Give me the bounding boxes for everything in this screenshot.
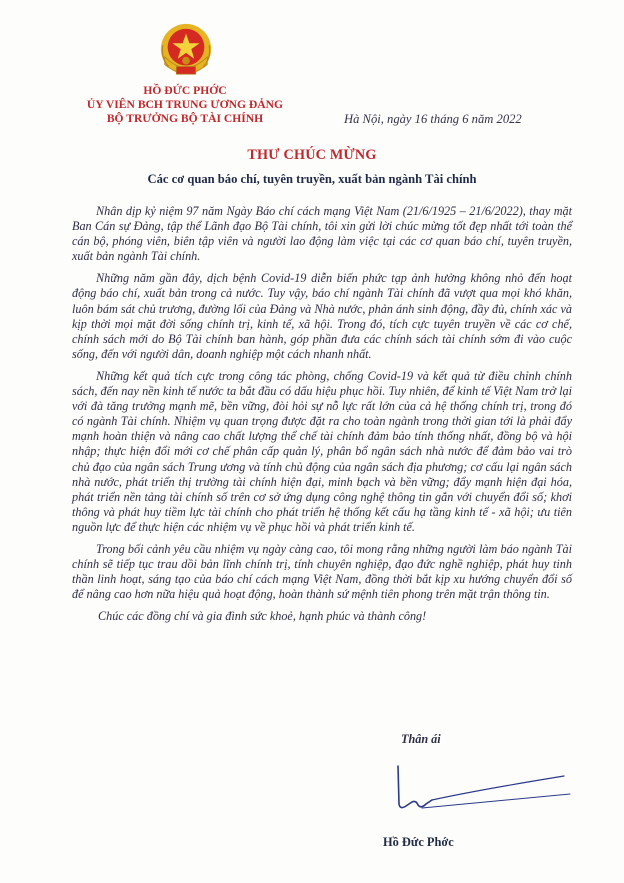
paragraph: Những kết quả tích cực trong công tác phòng, chống Covid-19 và kết quả từ điều chỉnh chính sách, đến nay nền kinh tế nước ta bắt đầu có dấu hiệu phục hồi. Tuy nhiên, để kinh tế Việt Nam trở lại với đà tăng trưởng mạnh mẽ, bền vững, đòi hỏi sự nỗ lực rất lớn của cả hệ thống chính trị, trong đó có ngành Tài chính. Nhiệm vụ quan trọng được đặt ra cho toàn ngành trong thời gian tới là phải đẩy mạnh hoàn thiện và nâng cao chất lượng thể chế tài chính đảm bảo tính thống nhất, đồng bộ và hội nhập; thực hiện đổi mới cơ chế phân cấp quản lý, phân bổ ngân sách nhà nước để đảm bảo vai trò chủ đạo của ngân sách Trung ương và tính chủ động của ngân sách địa phương; cơ cấu lại ngân sách nhà nước, phát triển thị trường tài chính hiện đại, minh bạch và bền vững; đẩy mạnh hiện đại hóa, phát triển nền tảng tài chính số trên cơ sở ứng dụng công nghệ thông tin gắn với chuyển đổi số; khơi thông và phát huy tiềm lực tài chính cho phát triển hệ thống kết cấu hạ tầng kinh tế - xã hội; ưu tiên nguồn lực để thực hiện các nhiệm vụ về phục hồi và phát triển kinh tế. xyxy=(72,368,572,534)
paragraph: Trong bối cảnh yêu cầu nhiệm vụ ngày càng cao, tôi mong rằng những người làm báo ngành Tài chính sẽ tiếp tục trau dồi bản lĩnh chính trị, tính chuyên nghiệp, đạo đức nghề nghiệp, phát huy tinh thần linh hoạt, sáng tạo của báo chí cách mạng Việt Nam, đồng thời bắt kịp xu hướng chuyển đổi số để nâng cao hơn nữa hiệu quả hoạt động, hoàn thành sứ mệnh tiên phong trên mặt trận thông tin. xyxy=(72,541,572,602)
letter-title: THƯ CHÚC MỪNG xyxy=(247,147,377,163)
paragraph: Nhân dịp kỷ niệm 97 năm Ngày Báo chí cách mạng Việt Nam (21/6/1925 – 21/6/2022), thay mặt Ban Cán sự Đảng, tập thể Lãnh đạo Bộ Tài chính, tôi xin gửi lời chúc mừng tốt đẹp nhất tới toàn thể cán bộ, phóng viên, biên tập viên và người lao động làm việc tại các cơ quan báo chí, tuyên truyền, xuất bản ngành Tài chính. xyxy=(72,204,572,264)
author-header xyxy=(60,84,310,126)
author-position-ministry: BỘ TRƯỞNG BỘ TÀI CHÍNH xyxy=(106,112,264,125)
signer-name: Hồ Đức Phớc xyxy=(383,835,454,849)
author-position-party: ỦY VIÊN BCH TRUNG ƯƠNG ĐẢNG xyxy=(86,98,284,111)
paragraph: Chúc các đồng chí và gia đình sức khoẻ, hạnh phúc và thành công! xyxy=(98,609,427,624)
paragraph: Những năm gần đây, dịch bệnh Covid-19 diễn biến phức tạp ảnh hưởng không nhỏ đến hoạt động báo chí, xuất bản trong cả nước. Tuy vậy, báo chí ngành Tài chính đã vượt qua mọi khó khăn, luôn bám sát chủ trương, đường lối của Đảng và Nhà nước, phản ánh sinh động, đầy đủ, chính xác và kịp thời mọi mặt đời sống chính trị, kinh tế, xã hội. Trong đó, tích cực tuyên truyền về các cơ chế, chính sách mới do Bộ Tài chính ban hành, góp phần đưa các chính sách tài chính sớm đi vào cuộc sống, đến với người dân, doanh nghiệp một cách nhanh nhất. xyxy=(72,271,572,361)
letter-body xyxy=(72,204,572,631)
national-emblem-icon xyxy=(157,22,215,80)
author-name: HỒ ĐỨC PHỚC xyxy=(143,84,227,97)
date-line: Hà Nội, ngày 16 tháng 6 năm 2022 xyxy=(344,112,522,126)
letter-recipient: Các cơ quan báo chí, tuyên truyền, xuất bản ngành Tài chính xyxy=(147,172,477,186)
handwritten-signature xyxy=(388,752,578,822)
closing-salutation: Thân ái xyxy=(401,732,441,746)
